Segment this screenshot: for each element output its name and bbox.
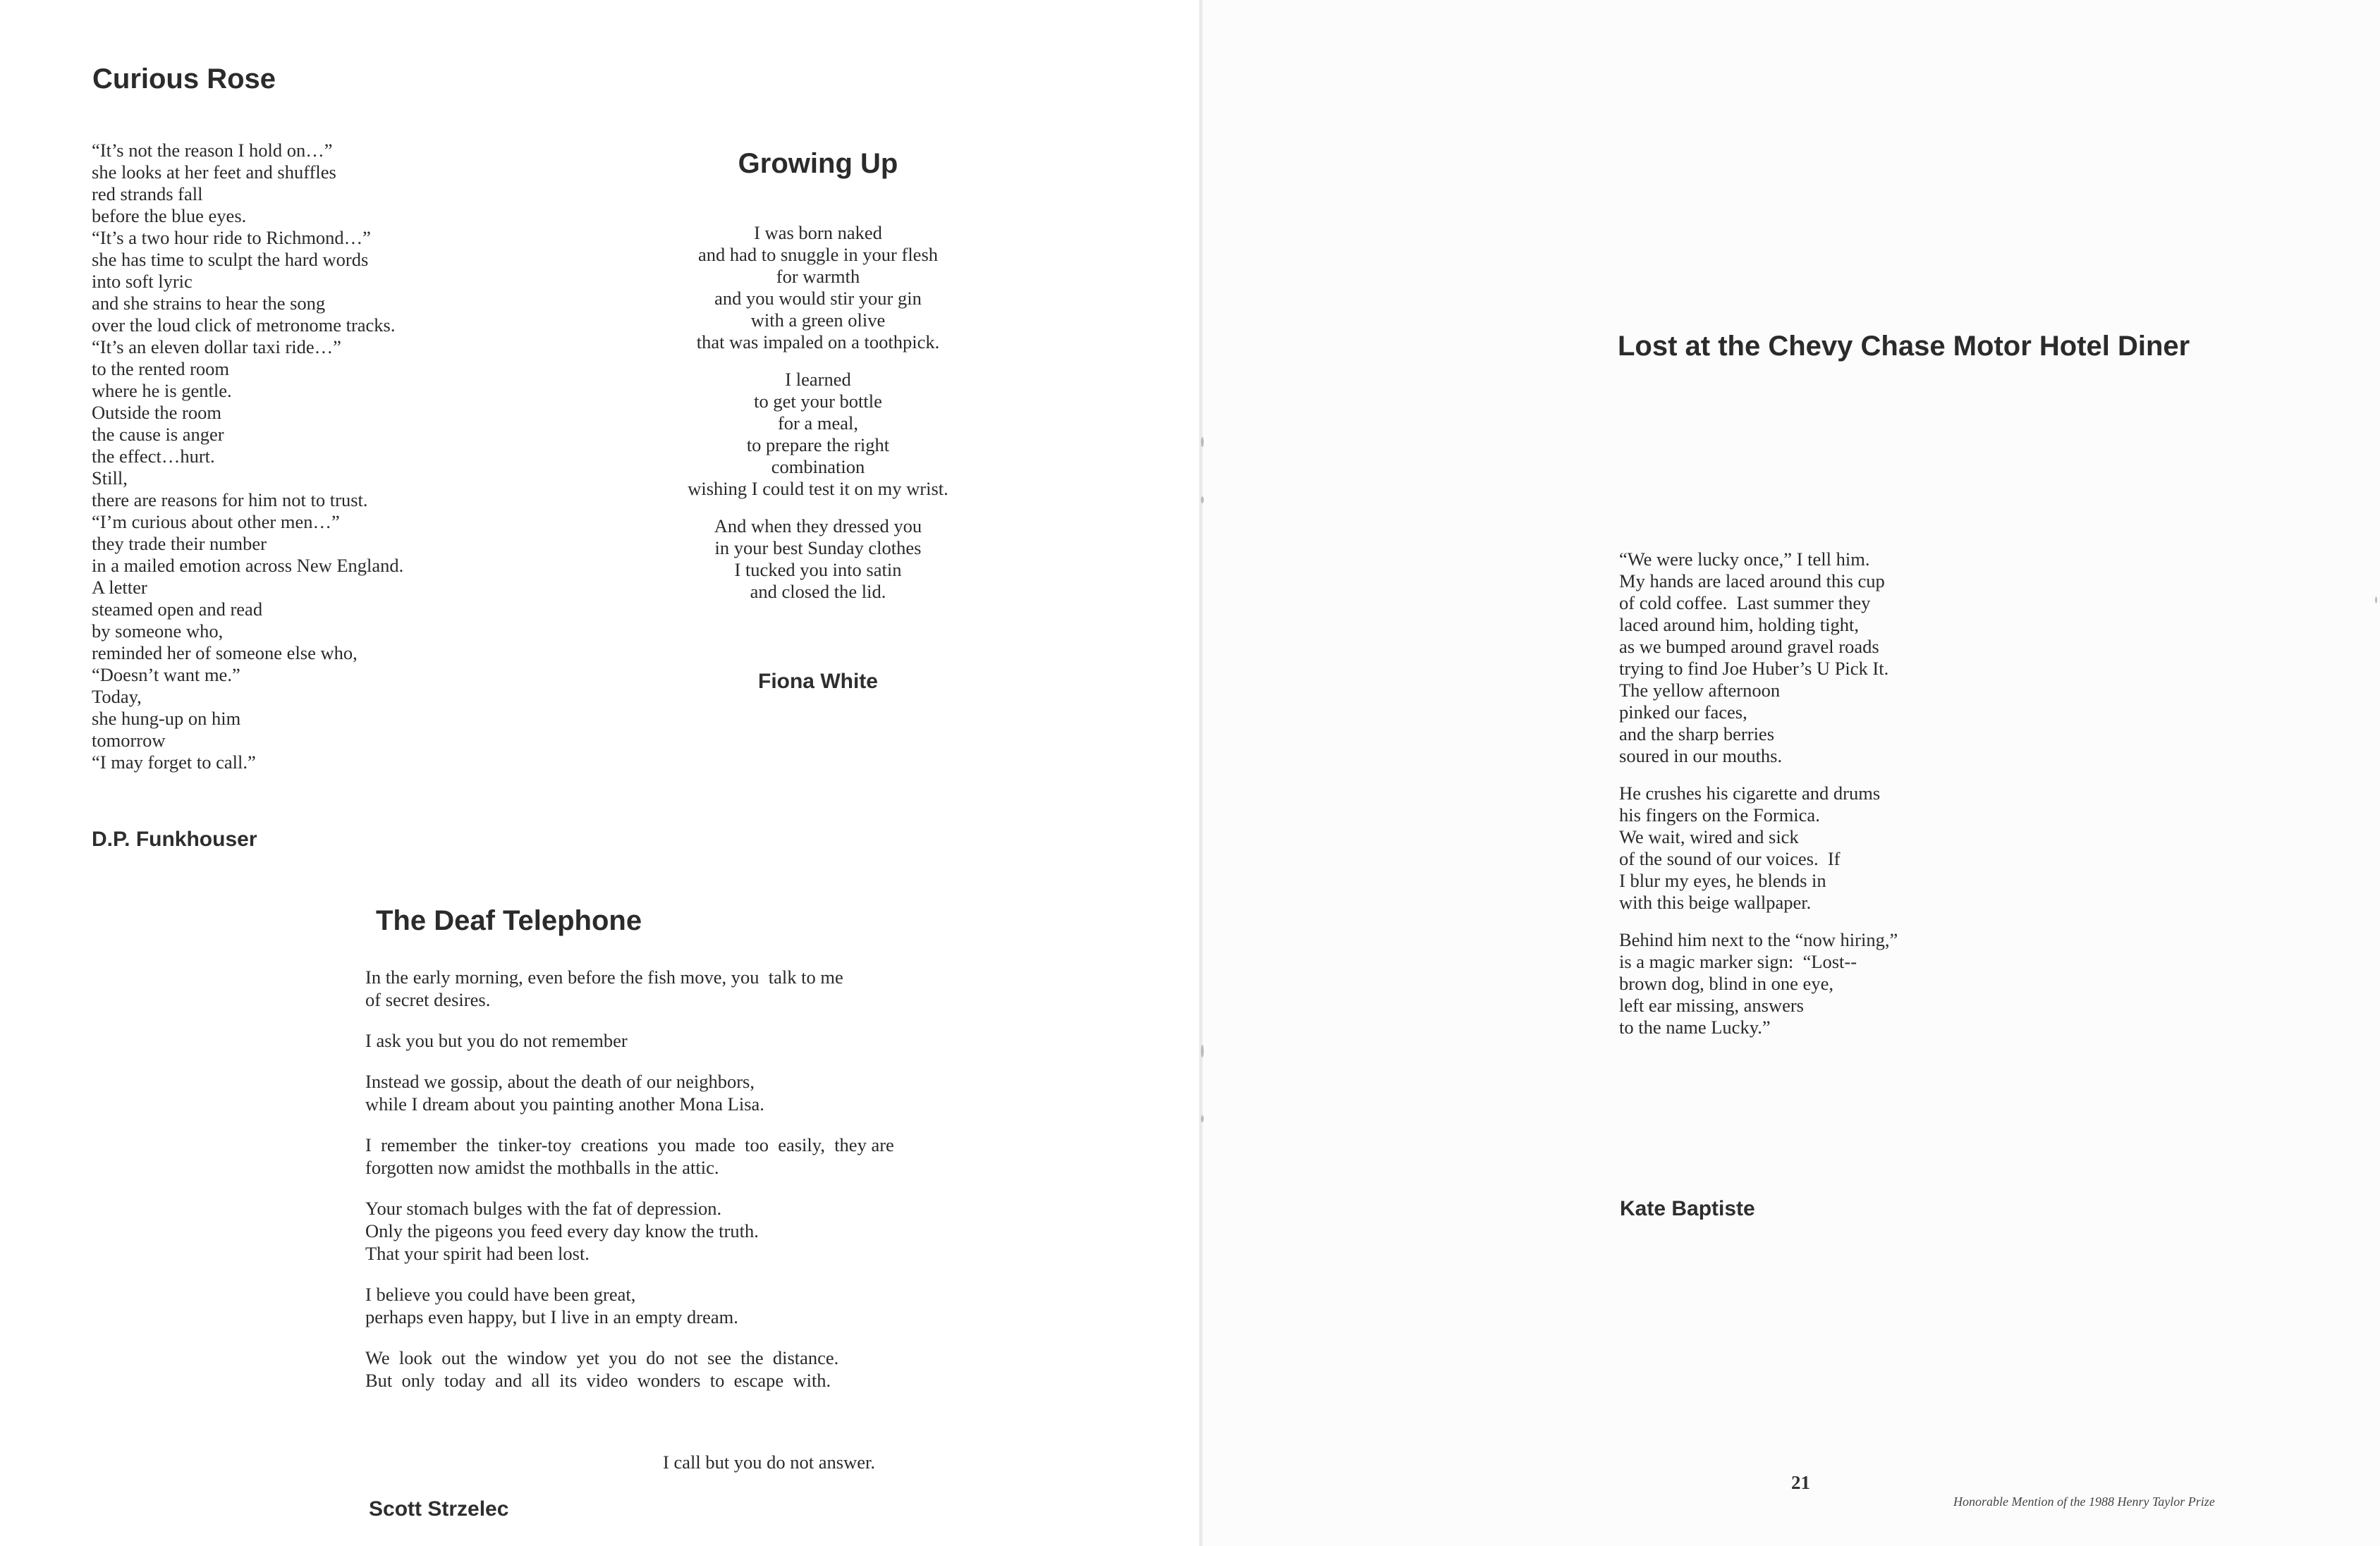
poem-line: soured in our mouths. (1619, 745, 1783, 766)
stanza (1619, 783, 2113, 914)
poem-line: and she strains to hear the song (92, 293, 326, 314)
stanza (642, 222, 994, 353)
poem-title: Curious Rose (92, 63, 276, 94)
poem-title: Lost at the Chevy Chase Motor Hotel Diner (1618, 331, 2190, 362)
poem-author: Kate Baptiste (1620, 1197, 1755, 1220)
paragraph (365, 1134, 1000, 1179)
poem-line: with this beige wallpaper. (1619, 892, 1812, 913)
poem-line: I tucked you into satin (734, 559, 902, 580)
footnote: Honorable Mention of the 1988 Henry Taylor Prize (1953, 1495, 2215, 1509)
poem-line: We wait, wired and sick (1619, 826, 1799, 847)
poem-line: red strands fall (92, 183, 203, 204)
poem-line: My hands are laced around this cup (1619, 570, 1885, 591)
poem-line: Outside the room (92, 402, 221, 423)
poem-growing-up (642, 149, 994, 178)
poem-chevy-chase (1618, 332, 2323, 360)
poem-line: while I dream about you painting another Mona Lisa. (365, 1093, 764, 1115)
poem-line: she looks at her feet and shuffles (92, 161, 336, 183)
poem-line: she has time to sculpt the hard words (92, 249, 369, 270)
page-number: 21 (1791, 1472, 1810, 1493)
scan-mark (1201, 437, 1204, 447)
poem-title: Growing Up (738, 148, 898, 179)
poem-curious-rose (92, 65, 586, 93)
poem-line: for a meal, (777, 412, 859, 434)
stanza (1619, 548, 2113, 767)
paragraph (365, 1197, 1000, 1265)
poem-title: The Deaf Telephone (376, 905, 642, 936)
poem-line: Today, (92, 686, 142, 707)
poem-line: they trade their number (92, 533, 267, 554)
paragraph (365, 1029, 1000, 1052)
page-gutter (1199, 0, 1203, 1546)
poem-line: there are reasons for him not to trust. (92, 489, 368, 510)
poem-line: “I’m curious about other men…” (92, 511, 340, 532)
scan-mark (1201, 1045, 1204, 1057)
poem-line: over the loud click of metronome tracks. (92, 314, 396, 336)
poem-line: to prepare the right (746, 434, 890, 455)
poem-line: wishing I could test it on my wrist. (688, 478, 948, 499)
poem-line: that was impaled on a toothpick. (696, 331, 940, 352)
poem-line: in a mailed emotion across New England. (92, 555, 404, 576)
poem-line: of secret desires. (365, 989, 491, 1010)
poem-line: forgotten now amidst the mothballs in the attic. (365, 1157, 719, 1178)
poem-line: He crushes his cigarette and drums (1619, 783, 1881, 804)
poem-line: is a magic marker sign: “Lost-- (1619, 951, 1857, 972)
poem-line: and the sharp berries (1619, 723, 1775, 744)
poem-line: to the rented room (92, 358, 230, 379)
poem-line: tomorrow (92, 730, 166, 751)
poem-line: Behind him next to the “now hiring,” (1619, 929, 1898, 950)
poem-line: steamed open and read (92, 599, 263, 620)
poem-author: D.P. Funkhouser (92, 828, 257, 851)
poem-line: of the sound of our voices. If (1619, 848, 1841, 869)
stanza (1619, 929, 2113, 1038)
poem-line: That your spirit had been lost. (365, 1243, 590, 1264)
poem-line: where he is gentle. (92, 380, 232, 401)
poem-author: Scott Strzelec (369, 1497, 509, 1521)
poem-line: into soft lyric (92, 271, 193, 292)
poem-line: brown dog, blind in one eye, (1619, 973, 1833, 994)
poem-line: in your best Sunday clothes (714, 537, 922, 558)
paragraph (365, 1070, 1000, 1115)
poem-line: and closed the lid. (750, 581, 886, 602)
poem-line: the effect…hurt. (92, 446, 215, 467)
poem-last-line: I call but you do not answer. (663, 1452, 876, 1473)
paragraph (365, 1283, 1000, 1328)
poem-line: trying to find Joe Huber’s U Pick It. (1619, 658, 1889, 679)
poem-body (1619, 548, 2113, 1038)
poem-line: to get your bottle (754, 391, 882, 412)
poem-line: reminded her of someone else who, (92, 642, 358, 663)
poem-line: with a green olive (750, 309, 886, 331)
poem-line: as we bumped around gravel roads (1619, 636, 1879, 657)
poem-line: before the blue eyes. (92, 205, 247, 226)
poem-line: “We were lucky once,” I tell him. (1619, 548, 1870, 570)
poem-line: by someone who, (92, 620, 224, 642)
poem-line: “Doesn’t want me.” (92, 664, 240, 685)
poem-line: and you would stir your gin (714, 288, 922, 309)
poem-line: his fingers on the Formica. (1619, 804, 1820, 826)
scan-mark (1201, 496, 1204, 503)
poem-line: combination (771, 456, 865, 477)
poem-line: The yellow afternoon (1619, 680, 1781, 701)
poem-line: the cause is anger (92, 424, 224, 445)
poem-line: I learned (785, 369, 851, 390)
poem-line: I remember the tinker-toy creations you made too easily, they are (365, 1134, 894, 1155)
poem-body (642, 222, 994, 603)
poem-line: for warmth (776, 266, 860, 287)
poem-line: And when they dressed you (714, 515, 922, 536)
poem-line: I ask you but you do not remember (365, 1030, 628, 1051)
poem-line: Only the pigeons you feed every day know the truth. (365, 1220, 759, 1241)
stanza (642, 369, 994, 500)
poem-line: laced around him, holding tight, (1619, 614, 1860, 635)
poem-line: A letter (92, 577, 147, 598)
poem-line: left ear missing, answers (1619, 995, 1804, 1016)
poem-line: “It’s not the reason I hold on…” (92, 140, 333, 161)
poem-line: “I may forget to call.” (92, 751, 256, 773)
poem-line: of cold coffee. Last summer they (1619, 592, 1871, 613)
stanza (642, 515, 994, 603)
poem-line: she hung-up on him (92, 708, 241, 729)
scan-mark (1201, 1115, 1204, 1122)
poem-line: Instead we gossip, about the death of our neighbors, (365, 1071, 755, 1092)
poem-line: We look out the window yet you do not see the distance. (365, 1347, 839, 1368)
poem-line: pinked our faces, (1619, 701, 1747, 723)
poem-line: “It’s a two hour ride to Richmond…” (92, 227, 371, 248)
scan-mark (2375, 596, 2377, 603)
poem-line: to the name Lucky.” (1619, 1017, 1771, 1038)
poem-line: Still, (92, 467, 128, 489)
poem-line: perhaps even happy, but I live in an empty dream. (365, 1306, 738, 1327)
poem-body (92, 140, 599, 773)
paragraph (365, 966, 1000, 1011)
poem-body (365, 966, 1000, 1410)
poem-author: Fiona White (758, 670, 878, 693)
poem-line: I believe you could have been great, (365, 1284, 636, 1305)
poem-line: I was born naked (754, 222, 882, 243)
poem-line: “It’s an eleven dollar taxi ride…” (92, 336, 341, 357)
poem-deaf-telephone (376, 907, 799, 935)
poem-line: I blur my eyes, he blends in (1619, 870, 1826, 891)
paragraph (365, 1346, 1000, 1392)
poem-line: In the early morning, even before the fish move, you talk to me (365, 967, 843, 988)
poem-line: But only today and all its video wonders to escape with. (365, 1370, 831, 1391)
poem-line: Your stomach bulges with the fat of depression. (365, 1198, 722, 1219)
poem-line: and had to snuggle in your flesh (697, 244, 939, 265)
